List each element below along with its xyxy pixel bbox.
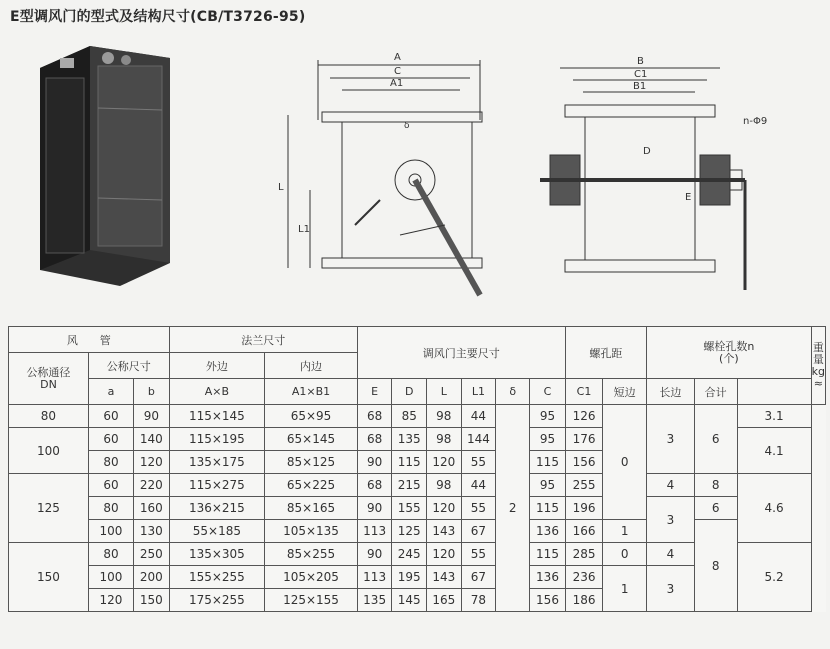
cell-a: 80 bbox=[88, 543, 133, 566]
cell-C: 156 bbox=[530, 589, 566, 612]
label-C1: C1 bbox=[634, 69, 648, 80]
cell-C1: 126 bbox=[565, 405, 602, 428]
header-bolt-pitch: 螺孔距 bbox=[565, 327, 646, 379]
header-outer: 外边 bbox=[169, 353, 265, 379]
header-A1xB1: A1×B1 bbox=[265, 379, 358, 405]
cell-total: 6 bbox=[694, 497, 737, 520]
cell-C: 136 bbox=[530, 520, 566, 543]
header-short: 短边 bbox=[603, 379, 647, 405]
cell-A1B1: 85×255 bbox=[265, 543, 358, 566]
cell-C: 95 bbox=[530, 405, 566, 428]
cell-dn: 100 bbox=[9, 428, 89, 474]
header-main: 调风门主要尺寸 bbox=[357, 327, 565, 379]
table-row bbox=[9, 474, 826, 497]
cell-AB: 115×145 bbox=[169, 405, 265, 428]
table-row bbox=[9, 405, 826, 428]
cell-D: 145 bbox=[392, 589, 427, 612]
cell-C1: 156 bbox=[565, 451, 602, 474]
header-a: a bbox=[88, 379, 133, 405]
cell-L1: 55 bbox=[461, 543, 496, 566]
cell-a: 80 bbox=[88, 497, 133, 520]
table-row bbox=[9, 497, 826, 520]
cell-b: 150 bbox=[134, 589, 170, 612]
cell-L: 143 bbox=[427, 520, 462, 543]
cell-weight: 3.1 bbox=[737, 405, 811, 428]
cell-a: 100 bbox=[88, 520, 133, 543]
label-L: L bbox=[278, 182, 284, 193]
header-flange: 法兰尺寸 bbox=[169, 327, 357, 353]
header-L1: L1 bbox=[461, 379, 496, 405]
cell-dn: 150 bbox=[9, 543, 89, 612]
header-AxB: A×B bbox=[169, 379, 265, 405]
header-dn: 公称通径 DN bbox=[9, 353, 89, 405]
cell-dn: 125 bbox=[9, 474, 89, 543]
cell-D: 135 bbox=[392, 428, 427, 451]
cell-C: 95 bbox=[530, 428, 566, 451]
cell-A1B1: 125×155 bbox=[265, 589, 358, 612]
cell-C: 115 bbox=[530, 451, 566, 474]
cell-C1: 166 bbox=[565, 520, 602, 543]
header-delta: δ bbox=[496, 379, 530, 405]
cell-b: 90 bbox=[134, 405, 170, 428]
cell-total: 8 bbox=[694, 474, 737, 497]
cell-short: 1 bbox=[603, 566, 647, 612]
label-bolt: n-Φ9 bbox=[743, 116, 768, 127]
cell-b: 160 bbox=[134, 497, 170, 520]
cell-L1: 44 bbox=[461, 474, 496, 497]
cell-AB: 55×185 bbox=[169, 520, 265, 543]
cell-a: 60 bbox=[88, 428, 133, 451]
cell-weight: 5.2 bbox=[737, 543, 811, 612]
header-inner: 内边 bbox=[265, 353, 358, 379]
cell-L1: 78 bbox=[461, 589, 496, 612]
header-L: L bbox=[427, 379, 462, 405]
cell-b: 200 bbox=[134, 566, 170, 589]
label-C: C bbox=[394, 66, 401, 77]
cell-AB: 175×255 bbox=[169, 589, 265, 612]
cell-weight: 4.6 bbox=[737, 474, 811, 543]
cell-dn: 80 bbox=[9, 405, 89, 428]
cell-delta: 2 bbox=[496, 405, 530, 612]
cell-E: 90 bbox=[357, 543, 392, 566]
header-duct: 风 管 bbox=[9, 327, 170, 353]
header-long: 长边 bbox=[647, 379, 695, 405]
header-nominal: 公称尺寸 bbox=[88, 353, 169, 379]
cell-b: 130 bbox=[134, 520, 170, 543]
cell-long: 3 bbox=[647, 497, 695, 543]
cell-L1: 144 bbox=[461, 428, 496, 451]
page-title: E型调风门的型式及结构尺寸(CB/T3726-95) bbox=[10, 9, 306, 25]
cell-A1B1: 65×225 bbox=[265, 474, 358, 497]
label-A: A bbox=[394, 52, 401, 63]
label-delta: δ bbox=[404, 121, 410, 131]
cell-b: 250 bbox=[134, 543, 170, 566]
cell-A1B1: 85×125 bbox=[265, 451, 358, 474]
cell-a: 60 bbox=[88, 474, 133, 497]
cell-L1: 67 bbox=[461, 520, 496, 543]
header-C: C bbox=[530, 379, 566, 405]
cell-E: 113 bbox=[357, 566, 392, 589]
cell-L: 120 bbox=[427, 451, 462, 474]
label-B: B bbox=[637, 56, 644, 67]
cell-a: 100 bbox=[88, 566, 133, 589]
cell-C: 115 bbox=[530, 543, 566, 566]
cell-short: 0 bbox=[603, 405, 647, 520]
cell-L: 98 bbox=[427, 474, 462, 497]
cell-short: 0 bbox=[603, 543, 647, 566]
cell-L: 120 bbox=[427, 497, 462, 520]
cell-AB: 135×175 bbox=[169, 451, 265, 474]
cell-AB: 115×275 bbox=[169, 474, 265, 497]
cell-weight: 4.1 bbox=[737, 428, 811, 474]
cell-b: 120 bbox=[134, 451, 170, 474]
cell-E: 90 bbox=[357, 497, 392, 520]
cell-AB: 136×215 bbox=[169, 497, 265, 520]
cell-a: 60 bbox=[88, 405, 133, 428]
cell-L1: 55 bbox=[461, 497, 496, 520]
cell-A1B1: 105×205 bbox=[265, 566, 358, 589]
cell-long: 4 bbox=[647, 474, 695, 497]
cell-E: 113 bbox=[357, 520, 392, 543]
cell-L1: 67 bbox=[461, 566, 496, 589]
cell-C1: 285 bbox=[565, 543, 602, 566]
table-row bbox=[9, 520, 826, 543]
cell-E: 68 bbox=[357, 474, 392, 497]
cell-L: 143 bbox=[427, 566, 462, 589]
cell-C1: 176 bbox=[565, 428, 602, 451]
cell-long: 3 bbox=[647, 566, 695, 612]
cell-AB: 155×255 bbox=[169, 566, 265, 589]
cell-C: 136 bbox=[530, 566, 566, 589]
cell-D: 215 bbox=[392, 474, 427, 497]
header-C1: C1 bbox=[565, 379, 602, 405]
cell-short: 1 bbox=[603, 520, 647, 543]
header-bolt-count: 螺栓孔数n (个) bbox=[647, 327, 812, 379]
cell-D: 85 bbox=[392, 405, 427, 428]
header-weight: 重量 kg ≈ bbox=[811, 327, 825, 405]
cell-total: 8 bbox=[694, 520, 737, 612]
header-E: E bbox=[357, 379, 392, 405]
label-D: D bbox=[643, 146, 651, 157]
cell-a: 120 bbox=[88, 589, 133, 612]
cell-AB: 115×195 bbox=[169, 428, 265, 451]
cell-D: 125 bbox=[392, 520, 427, 543]
cell-C1: 255 bbox=[565, 474, 602, 497]
cell-A1B1: 85×165 bbox=[265, 497, 358, 520]
cell-long: 4 bbox=[647, 543, 695, 566]
header-D: D bbox=[392, 379, 427, 405]
cell-AB: 135×305 bbox=[169, 543, 265, 566]
cell-E: 68 bbox=[357, 428, 392, 451]
damper-photo bbox=[30, 38, 180, 288]
cell-C1: 236 bbox=[565, 566, 602, 589]
cell-total: 6 bbox=[694, 405, 737, 474]
cell-L: 165 bbox=[427, 589, 462, 612]
cell-b: 220 bbox=[134, 474, 170, 497]
cell-D: 115 bbox=[392, 451, 427, 474]
label-A1: A1 bbox=[390, 78, 404, 89]
cell-C1: 196 bbox=[565, 497, 602, 520]
cell-C: 95 bbox=[530, 474, 566, 497]
label-B1: B1 bbox=[633, 81, 647, 92]
cell-A1B1: 105×135 bbox=[265, 520, 358, 543]
cell-C1: 186 bbox=[565, 589, 602, 612]
cell-a: 80 bbox=[88, 451, 133, 474]
cell-E: 68 bbox=[357, 405, 392, 428]
cell-L1: 55 bbox=[461, 451, 496, 474]
label-E: E bbox=[685, 192, 692, 203]
cell-D: 155 bbox=[392, 497, 427, 520]
cell-C: 115 bbox=[530, 497, 566, 520]
cell-L: 98 bbox=[427, 428, 462, 451]
spec-table bbox=[8, 326, 826, 612]
cell-b: 140 bbox=[134, 428, 170, 451]
cell-D: 195 bbox=[392, 566, 427, 589]
front-view-drawing bbox=[270, 40, 510, 300]
cell-long: 3 bbox=[647, 405, 695, 474]
cell-A1B1: 65×145 bbox=[265, 428, 358, 451]
cell-L1: 44 bbox=[461, 405, 496, 428]
cell-E: 135 bbox=[357, 589, 392, 612]
header-b: b bbox=[134, 379, 170, 405]
side-view-drawing bbox=[535, 40, 800, 310]
header-total: 合计 bbox=[694, 379, 737, 405]
cell-D: 245 bbox=[392, 543, 427, 566]
cell-L: 98 bbox=[427, 405, 462, 428]
cell-L: 120 bbox=[427, 543, 462, 566]
label-L1: L1 bbox=[298, 224, 310, 235]
cell-A1B1: 65×95 bbox=[265, 405, 358, 428]
cell-E: 90 bbox=[357, 451, 392, 474]
